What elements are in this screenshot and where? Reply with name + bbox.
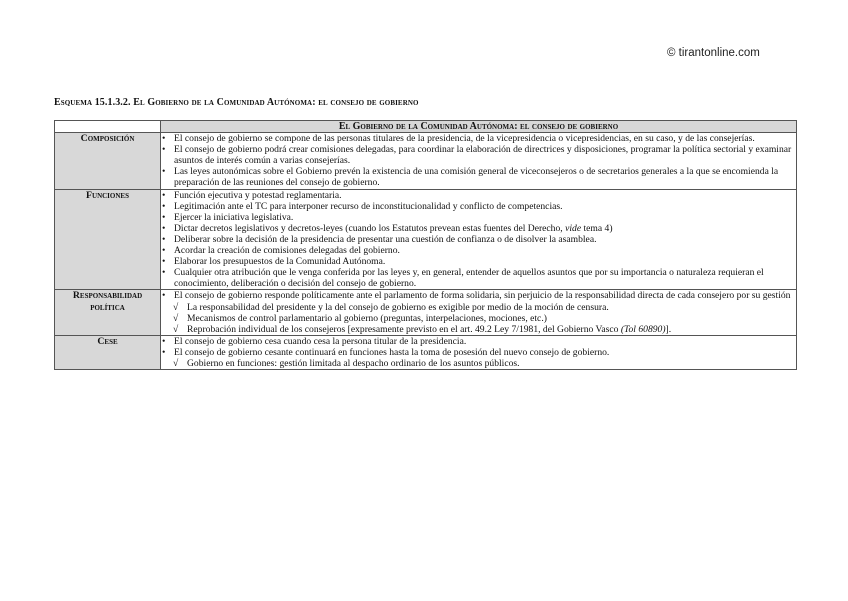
sub-item: √ La responsabilidad del presidente y la del consejo de gobierno es exigible por medio de la moción de censura. — [161, 302, 796, 313]
list-item: • Acordar la creación de comisiones delegadas del gobierno. — [161, 245, 796, 256]
item-text-after: tema 4) — [583, 222, 613, 234]
watermark: © tirantonline.com — [667, 47, 760, 59]
table-row — [55, 290, 797, 335]
row-label-responsabilidad — [55, 290, 161, 335]
list-item: • El consejo de gobierno responde políticamente ante el parlamento de forma solidaria, sin perjuicio de la responsabilidad directa de cada consejero por su gestión — [161, 290, 796, 301]
table-header: El Gobierno de la Comunidad Autónoma: el consejo de gobierno — [161, 121, 797, 133]
sub-item-text-after: ]. — [665, 323, 672, 335]
list-item: • Cualquier otra atribución que le venga conferida por las leyes y, en general, entender de aquellos asuntos que por su importancia o naturaleza requieran el conocimiento, deliberación o decisión del consejo de gobierno. — [161, 267, 796, 289]
list-item: • El consejo de gobierno se compone de las personas titulares de la presidencia, de la vicepresidencia o vicepresidencias, en su caso, y de las consejerías. — [161, 133, 796, 144]
row-label-cese: Cese — [55, 335, 161, 369]
table-row — [55, 335, 797, 369]
scheme-table — [54, 120, 797, 370]
bullet-list — [161, 190, 796, 290]
label-line-1: Responsabilidad — [72, 290, 143, 302]
bullet-list — [161, 336, 796, 358]
check-list — [161, 358, 796, 369]
list-item: • El consejo de gobierno podrá crear comisiones delegadas, para coordinar la elaboración de directrices y disposiciones, programar la política sectorial y examinar asuntos de interés común a varias consejerías. — [161, 144, 796, 166]
row-content-responsabilidad — [161, 290, 797, 335]
sub-item: √ Gobierno en funciones: gestión limitada al despacho ordinario de los asuntos públicos. — [161, 358, 796, 369]
sub-item: √ Mecanismos de control parlamentario al gobierno (preguntas, interpelaciones, mociones, etc.) — [161, 313, 796, 324]
list-item — [161, 223, 796, 234]
row-content-funciones — [161, 189, 797, 290]
list-item: • Deliberar sobre la decisión de la presidencia de presentar una cuestión de confianza o de disolver la asamblea. — [161, 234, 796, 245]
list-item: • Función ejecutiva y potestad reglamentaria. — [161, 190, 796, 201]
list-item: • Ejercer la iniciativa legislativa. — [161, 212, 796, 223]
check-list — [161, 302, 796, 335]
list-item: • Legitimación ante el TC para interponer recurso de inconstitucionalidad y conflicto de competencias. — [161, 201, 796, 212]
sub-item-text: Reprobación individual de los consejeros [expresamente previsto en el art. 49.2 Ley 7/1981, del Gobierno Vasco — [187, 323, 619, 335]
list-item: • Elaborar los presupuestos de la Comunidad Autónoma. — [161, 256, 796, 267]
item-text: Dictar decretos legislativos y decretos-leyes (cuando los Estatutos prevean estas fuentes del Derecho, — [174, 222, 563, 234]
table-row — [55, 189, 797, 290]
bullet-list — [161, 133, 796, 188]
bullet-list — [161, 290, 796, 301]
row-label-composicion: Composición — [55, 133, 161, 189]
table-header-row — [55, 121, 797, 133]
row-label-funciones: Funciones — [55, 189, 161, 290]
row-content-composicion — [161, 133, 797, 189]
scheme-caption: Esquema 15.1.3.2. El Gobierno de la Comunidad Autónoma: el consejo de gobierno — [54, 97, 419, 108]
list-item: • El consejo de gobierno cesa cuando cesa la persona titular de la presidencia. — [161, 336, 796, 347]
tol-reference: (Tol 60890) — [620, 323, 666, 335]
label-line-2: política — [90, 301, 125, 313]
table-row — [55, 133, 797, 189]
sub-item — [161, 324, 796, 335]
row-content-cese — [161, 335, 797, 369]
list-item: • Las leyes autonómicas sobre el Gobierno prevén la existencia de una comisión general de viceconsejeros o de secretarios generales a la que se encomienda la preparación de las reuniones del consejo de gobierno. — [161, 166, 796, 188]
empty-corner-cell — [55, 121, 161, 133]
list-item: • El consejo de gobierno cesante continuará en funciones hasta la toma de posesión del nuevo consejo de gobierno. — [161, 347, 796, 358]
vide-word: vide — [565, 222, 582, 234]
